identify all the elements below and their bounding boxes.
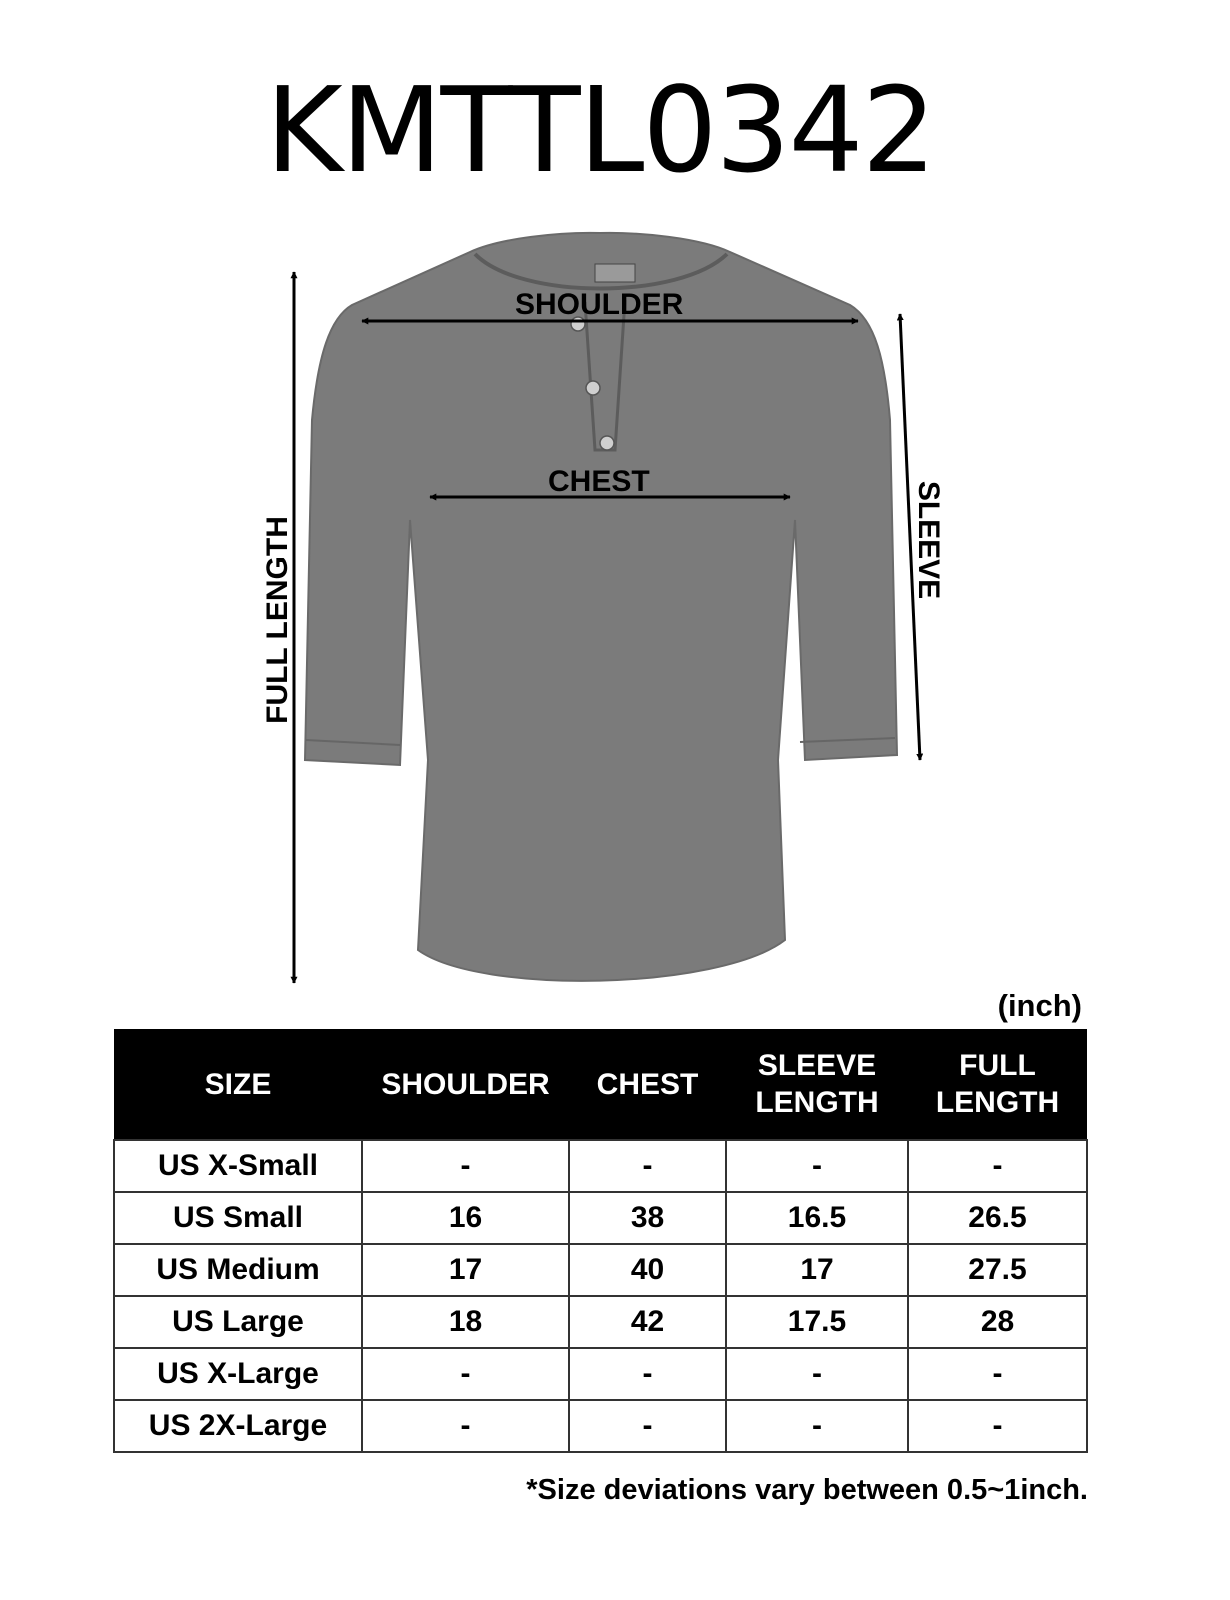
- shoulder-cell: 18: [362, 1296, 569, 1348]
- header-chest: CHEST: [569, 1029, 726, 1140]
- chest-cell: -: [569, 1140, 726, 1192]
- shoulder-cell: 16: [362, 1192, 569, 1244]
- header-full-length: FULL LENGTH: [908, 1029, 1087, 1140]
- shoulder-cell: -: [362, 1348, 569, 1400]
- full-length-cell: 28: [908, 1296, 1087, 1348]
- chest-cell: -: [569, 1400, 726, 1452]
- full-length-cell: 27.5: [908, 1244, 1087, 1296]
- size-cell: US Small: [114, 1192, 362, 1244]
- table-row: [114, 1244, 1087, 1296]
- size-deviation-footnote: *Size deviations vary between 0.5~1inch.: [526, 1474, 1088, 1506]
- table-row: [114, 1348, 1087, 1400]
- table-row: [114, 1296, 1087, 1348]
- full-length-cell: -: [908, 1140, 1087, 1192]
- shoulder-label: SHOULDER: [515, 288, 684, 321]
- sleeve-cell: -: [726, 1140, 908, 1192]
- shoulder-cell: -: [362, 1140, 569, 1192]
- shoulder-cell: -: [362, 1400, 569, 1452]
- table-header-row: [114, 1029, 1087, 1140]
- chest-cell: 42: [569, 1296, 726, 1348]
- product-code-title: KMTTL0342: [265, 61, 935, 199]
- size-chart-table: [113, 1029, 1088, 1453]
- sleeve-cell: 16.5: [726, 1192, 908, 1244]
- header-sleeve-length: SLEEVE LENGTH: [726, 1029, 908, 1140]
- table-row: [114, 1140, 1087, 1192]
- unit-label: (inch): [997, 988, 1082, 1023]
- sleeve-label: SLEEVE: [912, 480, 945, 600]
- size-cell: US X-Large: [114, 1348, 362, 1400]
- full-length-cell: -: [908, 1348, 1087, 1400]
- size-cell: US 2X-Large: [114, 1400, 362, 1452]
- full-length-cell: -: [908, 1400, 1087, 1452]
- size-cell: US Medium: [114, 1244, 362, 1296]
- chest-label: CHEST: [548, 465, 650, 498]
- henley-shirt-shape: [305, 233, 897, 981]
- chest-cell: 40: [569, 1244, 726, 1296]
- chest-cell: 38: [569, 1192, 726, 1244]
- size-cell: US X-Small: [114, 1140, 362, 1192]
- full-length-cell: 26.5: [908, 1192, 1087, 1244]
- table-row: [114, 1192, 1087, 1244]
- header-shoulder: SHOULDER: [362, 1029, 569, 1140]
- sleeve-cell: 17.5: [726, 1296, 908, 1348]
- header-size: SIZE: [114, 1029, 362, 1140]
- table-row: [114, 1400, 1087, 1452]
- full-length-label: FULL LENGTH: [261, 516, 294, 724]
- sleeve-cell: 17: [726, 1244, 908, 1296]
- sleeve-cell: -: [726, 1348, 908, 1400]
- size-cell: US Large: [114, 1296, 362, 1348]
- sleeve-cell: -: [726, 1400, 908, 1452]
- chest-cell: -: [569, 1348, 726, 1400]
- shoulder-cell: 17: [362, 1244, 569, 1296]
